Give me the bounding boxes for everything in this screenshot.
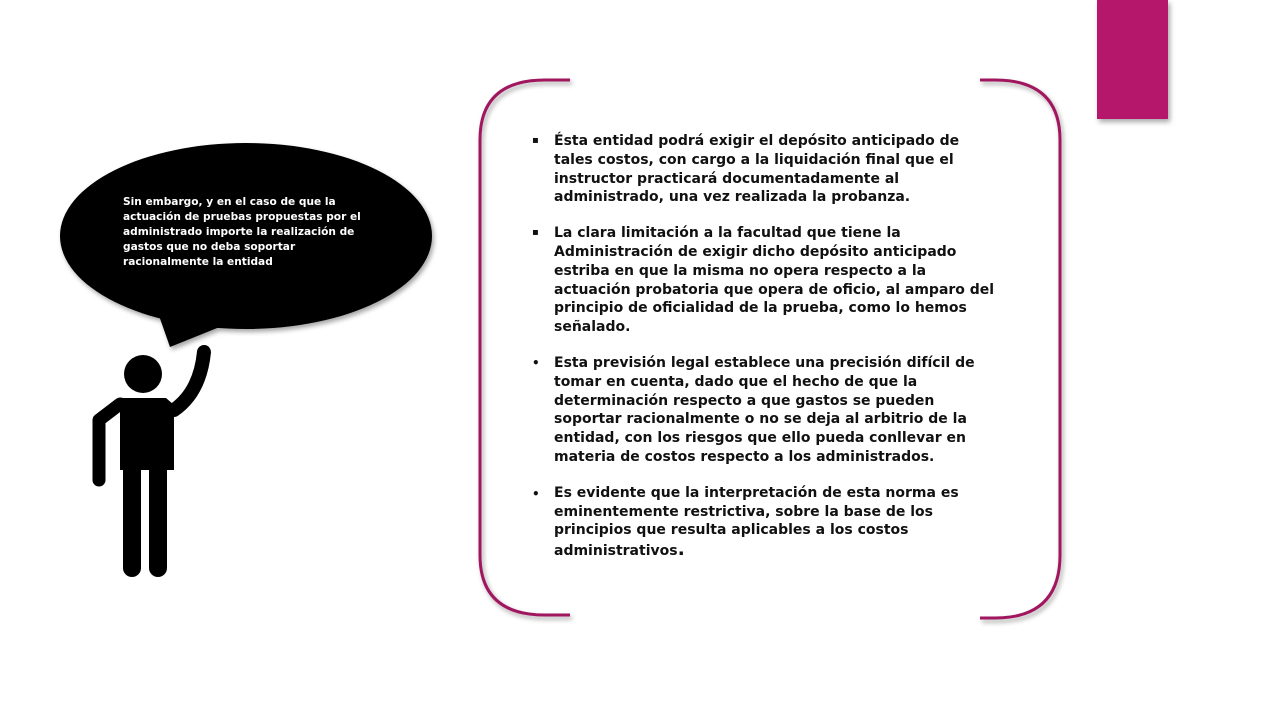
square-bullet-icon: ▪ xyxy=(532,135,539,146)
content-list xyxy=(532,132,1002,578)
list-item xyxy=(532,224,1002,337)
list-item-text-wrapper xyxy=(554,484,1002,561)
person-raising-hand-icon xyxy=(99,352,204,568)
list-item-text: Esta previsión legal establece una precisión difícil de tomar en cuenta, dado que el hecho de que la determinación respecto a que gastos se pueden soportar racionalmente o no se deja al arbitrio de la entidad, con los riesgos que ello pueda conllevar en materia de costos respecto a los administrados. xyxy=(554,354,975,465)
list-item-period: . xyxy=(677,538,685,561)
speech-bubble-text: Sin embargo, y en el caso de que la actuación de pruebas propuestas por el administrado importe la realización de gastos que no deba soportar racionalmente la entidad xyxy=(123,196,361,268)
list-item-text: Es evidente que la interpretación de esta norma es eminentemente restrictiva, sobre la base de los principios que resulta aplicables a los costos administrativos xyxy=(554,484,959,560)
round-bullet-icon: • xyxy=(532,486,540,501)
list-item-text: Ésta entidad podrá exigir el depósito anticipado de tales costos, con cargo a la liquidación final que el instructor practicará documentadamente al administrado, una vez realizada la probanza. xyxy=(554,133,960,206)
round-bullet-icon: • xyxy=(532,355,540,370)
list-item-text: La clara limitación a la facultad que tiene la Administración de exigir dicho depósito anticipado estriba en que la misma no opera respecto a la actuación probatoria que opera de oficio, al amparo del principio de oficialidad de la prueba, como lo hemos señalado. xyxy=(554,225,995,336)
list-item xyxy=(532,132,1002,207)
list-item xyxy=(532,484,1002,561)
square-bullet-icon: ▪ xyxy=(532,227,539,239)
list-item xyxy=(532,354,1002,467)
